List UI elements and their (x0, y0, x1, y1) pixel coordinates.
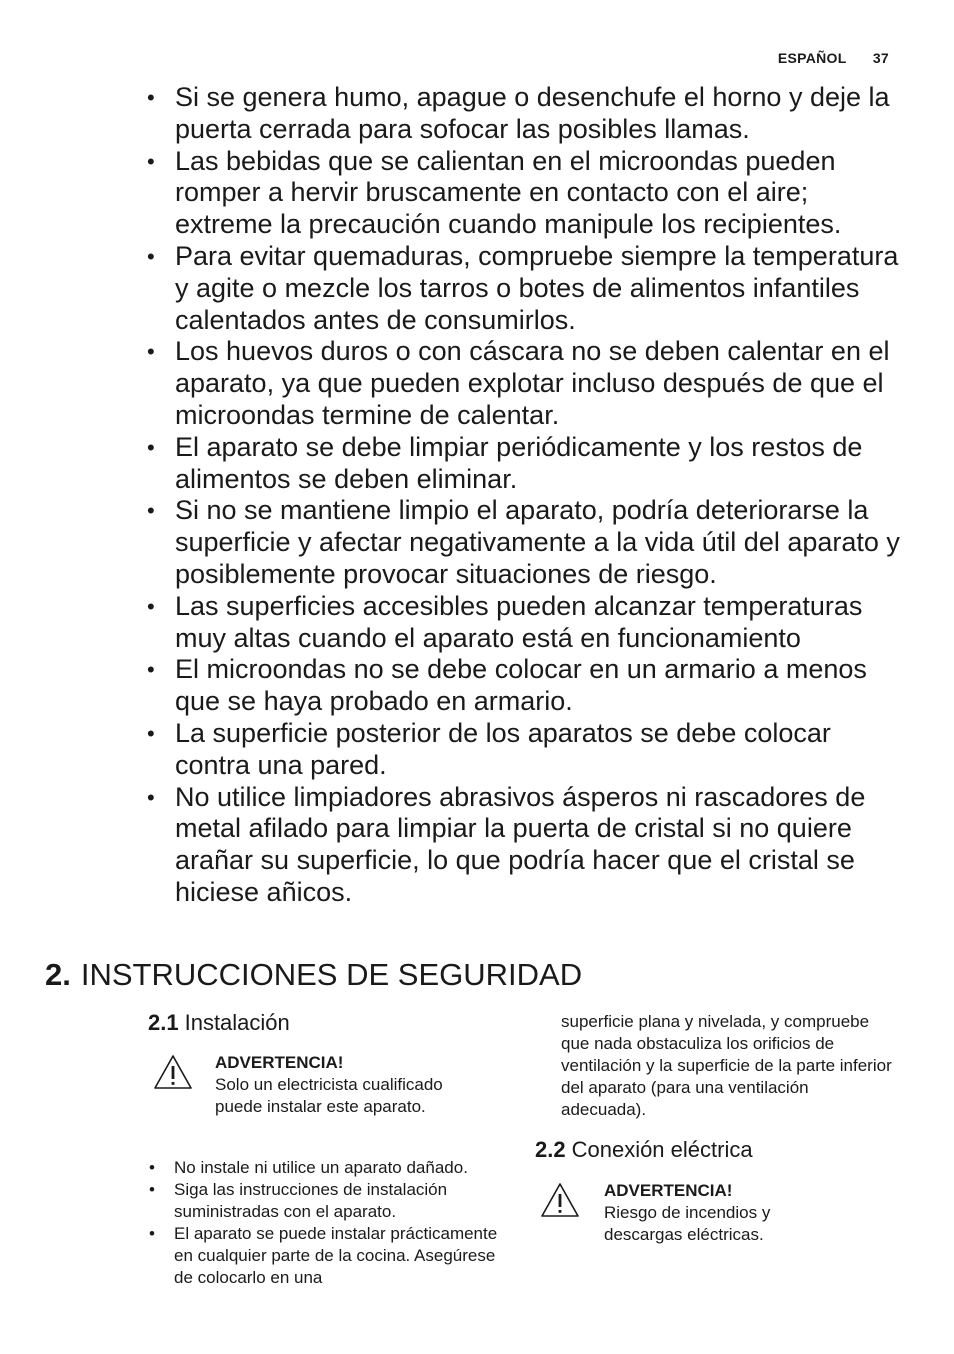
section-title: INSTRUCCIONES DE SEGURIDAD (80, 957, 583, 992)
subsection-heading-electrical (535, 1136, 753, 1164)
warning-text: Riesgo de incendios y descargas eléctricas. (604, 1203, 771, 1244)
list-item: • Los huevos duros o con cáscara no se deben calentar en el aparato, ya que pueden explotar incluso después de que el microondas termine de calentar. (143, 336, 903, 431)
electrical-warning (540, 1180, 900, 1250)
list-item: • No utilice limpiadores abrasivos ásperos ni rascadores de metal afilado para limpiar la puerta de cristal si no quiere arañar su superficie, lo que podría hacer que el cristal se hiciese añicos. (143, 782, 903, 909)
subsection-title: Instalación (184, 1010, 290, 1035)
list-item: • Las superficies accesibles pueden alcanzar temperaturas muy altas cuando el aparato está en funcionamiento (143, 591, 903, 655)
list-item: • No instale ni utilice un aparato dañado. (145, 1157, 510, 1179)
warning-text: Solo un electricista cualificado puede instalar este aparato. (215, 1075, 443, 1116)
header-language: ESPAÑOL (777, 50, 847, 66)
subsection-heading-installation (148, 1009, 290, 1037)
section-number: 2. (45, 957, 71, 992)
subsection-number: 2.2 (535, 1137, 566, 1162)
list-item: • La superficie posterior de los aparatos se debe colocar contra una pared. (143, 718, 903, 782)
list-item: • El microondas no se debe colocar en un armario a menos que se haya probado en armario. (143, 654, 903, 718)
list-item: • El aparato se puede instalar prácticamente en cualquier parte de la cocina. Asegúrese de colocarlo en una (145, 1223, 510, 1289)
page-header (778, 50, 889, 66)
warning-triangle-icon (540, 1182, 580, 1218)
list-item: • Las bebidas que se calientan en el microondas pueden romper a hervir bruscamente en contacto con el aire; extreme la precaución cuando manipule los recipientes. (143, 146, 903, 241)
installation-warning (153, 1052, 483, 1147)
installation-list (145, 1157, 510, 1289)
warning-triangle-icon (153, 1054, 193, 1090)
safety-bullet-list (143, 82, 903, 909)
list-item: • Si se genera humo, apague o desenchufe el horno y deje la puerta cerrada para sofocar las posibles llamas. (143, 82, 903, 146)
list-item: • Para evitar quemaduras, compruebe siempre la temperatura y agite o mezcle los tarros o botes de alimentos infantiles calentados antes de consumirlos. (143, 241, 903, 336)
installation-continuation-text: superficie plana y nivelada, y compruebe que nada obstaculiza los orificios de ventilación y la superficie de la parte inferior del aparato (para una ventilación adecuada). (561, 1012, 892, 1119)
subsection-number: 2.1 (148, 1010, 179, 1035)
list-item: • Siga las instrucciones de instalación suministradas con el aparato. (145, 1179, 510, 1223)
list-item: • Si no se mantiene limpio el aparato, podría deteriorarse la superficie y afectar negativamente a la vida útil del aparato y posiblemente provocar situaciones de riesgo. (143, 495, 903, 590)
warning-title: ADVERTENCIA! (604, 1181, 733, 1200)
list-item: • El aparato se debe limpiar periódicamente y los restos de alimentos se deben eliminar. (143, 432, 903, 496)
warning-title: ADVERTENCIA! (215, 1053, 344, 1072)
section-heading (45, 955, 582, 995)
subsection-title: Conexión eléctrica (571, 1137, 753, 1162)
page-number: 37 (872, 50, 889, 66)
